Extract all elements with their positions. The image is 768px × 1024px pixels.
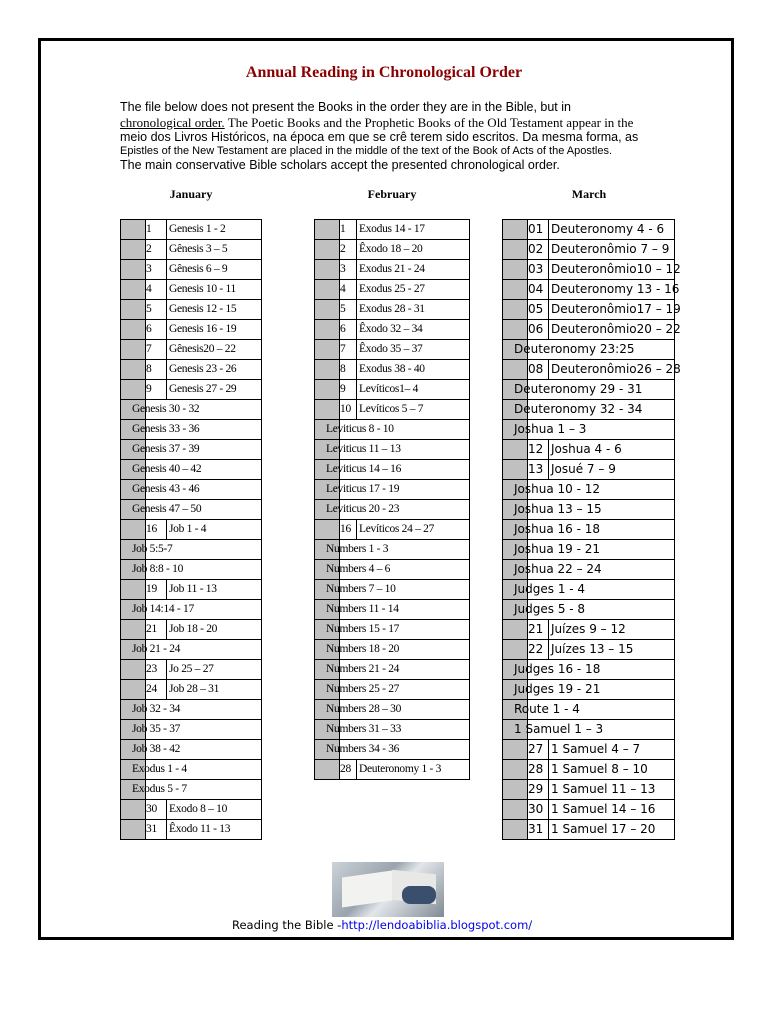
row-shade-cell bbox=[121, 380, 146, 399]
reading-passage: Job 11 - 13 bbox=[169, 583, 217, 595]
reading-passage: Job 5:5-7 bbox=[132, 543, 173, 555]
table-row bbox=[503, 520, 675, 540]
table-row bbox=[503, 460, 675, 480]
table-row bbox=[121, 420, 262, 440]
table-row bbox=[121, 580, 262, 600]
row-shade-cell bbox=[503, 800, 528, 819]
reading-passage: 1 Samuel 4 – 7 bbox=[551, 742, 641, 756]
day-number: 4 bbox=[340, 280, 357, 299]
table-row bbox=[315, 380, 470, 400]
reading-passage: Genesis 37 - 39 bbox=[132, 443, 200, 455]
day-number: 10 bbox=[340, 400, 357, 419]
reading-passage: Genesis 23 - 26 bbox=[169, 363, 237, 375]
reading-passage: Joshua 1 – 3 bbox=[514, 422, 587, 436]
table-row bbox=[503, 360, 681, 380]
reading-passage: Joshua 4 - 6 bbox=[551, 442, 622, 456]
table-row bbox=[503, 800, 675, 820]
reading-passage: Job 14:14 - 17 bbox=[132, 603, 194, 615]
intro-paragraph bbox=[120, 100, 660, 173]
reading-passage: Genesis 27 - 29 bbox=[169, 383, 237, 395]
reading-passage: Gênesis 6 – 9 bbox=[169, 263, 228, 275]
reading-passage: Numbers 34 - 36 bbox=[326, 743, 400, 755]
table-row bbox=[315, 560, 470, 580]
row-shade-cell bbox=[121, 280, 146, 299]
reading-passage: Joshua 16 - 18 bbox=[514, 522, 601, 536]
day-number: 8 bbox=[146, 360, 167, 379]
table-row bbox=[315, 360, 470, 380]
reading-passage: Deuteronômio26 – 28 bbox=[551, 362, 681, 376]
day-number: 05 bbox=[528, 300, 549, 319]
reading-passage: Exodus 1 - 4 bbox=[132, 763, 187, 775]
day-number: 01 bbox=[528, 220, 549, 239]
day-number: 24 bbox=[146, 680, 167, 699]
reading-passage: Deuteronomy 32 - 34 bbox=[514, 402, 643, 416]
table-row bbox=[315, 440, 470, 460]
reading-passage: Exodus 28 - 31 bbox=[359, 303, 425, 315]
table-row bbox=[315, 680, 470, 700]
table-row bbox=[315, 620, 470, 640]
reading-passage: Leviticus 11 – 13 bbox=[326, 443, 401, 455]
reading-passage: Juízes 9 – 12 bbox=[551, 622, 626, 636]
reading-passage: Numbers 11 - 14 bbox=[326, 603, 399, 615]
reading-passage: Job 35 - 37 bbox=[132, 723, 181, 735]
day-number: 5 bbox=[340, 300, 357, 319]
table-row bbox=[315, 400, 470, 420]
reading-passage: Job 38 - 42 bbox=[132, 743, 181, 755]
reading-passage: Job 8:8 - 10 bbox=[132, 563, 184, 575]
table-row bbox=[121, 640, 262, 660]
reading-passage: Judges 1 - 4 bbox=[514, 582, 586, 596]
table-row bbox=[503, 300, 681, 320]
day-number: 29 bbox=[528, 780, 549, 799]
table-row bbox=[503, 660, 675, 680]
day-number: 27 bbox=[528, 740, 549, 759]
table-row bbox=[315, 280, 470, 300]
reading-passage: Genesis 10 - 11 bbox=[169, 283, 236, 295]
table-row bbox=[315, 660, 470, 680]
day-number: 16 bbox=[146, 520, 167, 539]
table-row bbox=[315, 340, 470, 360]
reading-passage: 1 Samuel 8 – 10 bbox=[551, 762, 648, 776]
row-shade-cell bbox=[503, 320, 528, 339]
table-row bbox=[121, 620, 262, 640]
day-number: 2 bbox=[146, 240, 167, 259]
row-shade-cell bbox=[121, 520, 146, 539]
row-shade-cell bbox=[503, 460, 528, 479]
row-shade-cell bbox=[121, 820, 146, 839]
table-row bbox=[503, 240, 675, 260]
reading-passage: Genesis 1 - 2 bbox=[169, 223, 226, 235]
row-shade-cell bbox=[121, 660, 146, 679]
reading-passage: Route 1 - 4 bbox=[514, 702, 580, 716]
table-row bbox=[121, 520, 262, 540]
row-shade-cell bbox=[315, 280, 340, 299]
reading-passage: Exodus 5 - 7 bbox=[132, 783, 187, 795]
month-heading-february: February bbox=[367, 187, 417, 201]
reading-passage: Deuteronômio 7 – 9 bbox=[551, 242, 670, 256]
day-number: 9 bbox=[340, 380, 357, 399]
reading-passage: Job 21 - 24 bbox=[132, 643, 181, 655]
table-row bbox=[121, 400, 262, 420]
table-row bbox=[121, 300, 262, 320]
row-shade-cell bbox=[121, 220, 146, 239]
row-shade-cell bbox=[315, 360, 340, 379]
reading-passage: Deuteronômio17 – 19 bbox=[551, 302, 681, 316]
table-row bbox=[315, 540, 470, 560]
table-row bbox=[121, 680, 262, 700]
reading-passage: Deuteronômio20 – 22 bbox=[551, 322, 681, 336]
table-row bbox=[503, 540, 675, 560]
table-row bbox=[315, 460, 470, 480]
row-shade-cell bbox=[503, 300, 528, 319]
reading-passage: Deuteronômio10 – 12 bbox=[551, 262, 681, 276]
row-shade-cell bbox=[121, 680, 146, 699]
table-row bbox=[503, 420, 675, 440]
table-row bbox=[315, 320, 470, 340]
reading-passage: Levíticos 24 – 27 bbox=[359, 523, 435, 535]
day-number: 6 bbox=[340, 320, 357, 339]
day-number: 21 bbox=[146, 620, 167, 639]
table-row bbox=[503, 680, 675, 700]
reading-passage: Joshua 19 - 21 bbox=[514, 542, 601, 556]
table-row bbox=[503, 620, 675, 640]
intro-underlined-phrase: chronological order. bbox=[120, 114, 225, 130]
reading-passage: Exodus 25 - 27 bbox=[359, 283, 425, 295]
row-shade-cell bbox=[315, 320, 340, 339]
reading-passage: Numbers 15 - 17 bbox=[326, 623, 400, 635]
row-shade-cell bbox=[503, 820, 528, 839]
table-row bbox=[503, 760, 675, 780]
reading-passage: Leviticus 17 - 19 bbox=[326, 483, 400, 495]
day-number: 03 bbox=[528, 260, 549, 279]
day-number: 28 bbox=[340, 760, 357, 779]
table-row bbox=[121, 760, 262, 780]
table-row bbox=[121, 780, 262, 800]
row-shade-cell bbox=[315, 260, 340, 279]
day-number: 22 bbox=[528, 640, 549, 659]
row-shade-cell bbox=[121, 300, 146, 319]
row-shade-cell bbox=[503, 640, 528, 659]
row-shade-cell bbox=[503, 740, 528, 759]
table-row bbox=[503, 780, 675, 800]
row-shade-cell bbox=[503, 440, 528, 459]
reading-passage: Joshua 22 – 24 bbox=[514, 562, 602, 576]
table-row bbox=[503, 260, 681, 280]
row-shade-cell bbox=[315, 400, 340, 419]
row-shade-cell bbox=[315, 380, 340, 399]
reading-passage: Leviticus 20 - 23 bbox=[326, 503, 400, 515]
reading-passage: Jo 25 – 27 bbox=[169, 663, 214, 675]
table-row bbox=[315, 420, 470, 440]
table-row bbox=[315, 260, 470, 280]
table-row bbox=[315, 240, 470, 260]
row-shade-cell bbox=[503, 240, 528, 259]
reading-passage: Gênesis 3 – 5 bbox=[169, 243, 228, 255]
table-row bbox=[121, 500, 262, 520]
table-row bbox=[315, 220, 470, 240]
reading-passage: Êxodo 35 – 37 bbox=[359, 343, 423, 355]
day-number: 9 bbox=[146, 380, 167, 399]
day-number: 30 bbox=[528, 800, 549, 819]
reading-passage: Joshua 13 – 15 bbox=[514, 502, 602, 516]
page-title: Annual Reading in Chronological Order bbox=[245, 64, 523, 81]
table-row bbox=[121, 260, 262, 280]
table-row bbox=[121, 440, 262, 460]
intro-line-3: meio dos Livros Históricos, na época em que se crê terem sido escritos. Da mesma forma, as bbox=[120, 130, 639, 145]
reading-passage: Numbers 18 - 20 bbox=[326, 643, 400, 655]
table-row bbox=[121, 340, 262, 360]
table-row bbox=[503, 720, 675, 740]
day-number: 08 bbox=[528, 360, 549, 379]
reading-passage: Joshua 10 - 12 bbox=[514, 482, 601, 496]
reading-passage: Levíticos1– 4 bbox=[359, 383, 419, 395]
table-row bbox=[121, 220, 262, 240]
row-shade-cell bbox=[315, 760, 340, 779]
table-row bbox=[315, 760, 470, 780]
table-row bbox=[121, 360, 262, 380]
reading-passage: Numbers 28 – 30 bbox=[326, 703, 402, 715]
table-row bbox=[121, 600, 262, 620]
day-number: 7 bbox=[146, 340, 167, 359]
day-number: 12 bbox=[528, 440, 549, 459]
reading-passage: Job 32 - 34 bbox=[132, 703, 181, 715]
reading-passage: Genesis 30 - 32 bbox=[132, 403, 200, 415]
table-row bbox=[121, 740, 262, 760]
row-shade-cell bbox=[503, 620, 528, 639]
reading-passage: Numbers 31 – 33 bbox=[326, 723, 402, 735]
day-number: 8 bbox=[340, 360, 357, 379]
table-row bbox=[121, 280, 262, 300]
day-number: 04 bbox=[528, 280, 549, 299]
bible-reading-photo bbox=[332, 862, 444, 917]
table-row bbox=[503, 500, 675, 520]
reading-passage: Numbers 7 – 10 bbox=[326, 583, 396, 595]
row-shade-cell bbox=[121, 240, 146, 259]
row-shade-cell bbox=[121, 580, 146, 599]
reading-passage: Juízes 13 – 15 bbox=[551, 642, 634, 656]
reading-passage: Job 28 – 31 bbox=[169, 683, 220, 695]
table-row bbox=[315, 740, 470, 760]
row-shade-cell bbox=[121, 800, 146, 819]
reading-passage: Deuteronomy 4 - 6 bbox=[551, 222, 665, 236]
reading-passage: Exodus 14 - 17 bbox=[359, 223, 425, 235]
row-shade-cell bbox=[503, 780, 528, 799]
intro-line-2-rest: The Poetic Books and the Prophetic Books of the Old Testament appear in the bbox=[224, 114, 634, 130]
row-shade-cell bbox=[503, 760, 528, 779]
day-number: 31 bbox=[528, 820, 549, 839]
reading-passage: Judges 5 - 8 bbox=[514, 602, 586, 616]
day-number: 06 bbox=[528, 320, 549, 339]
reading-passage: Leviticus 8 - 10 bbox=[326, 423, 394, 435]
table-row bbox=[503, 820, 675, 840]
row-shade-cell bbox=[121, 620, 146, 639]
table-row bbox=[315, 700, 470, 720]
table-row bbox=[503, 600, 675, 620]
table-row bbox=[315, 720, 470, 740]
reading-passage: 1 Samuel 17 – 20 bbox=[551, 822, 656, 836]
reading-passage: Judges 19 - 21 bbox=[514, 682, 601, 696]
row-shade-cell bbox=[503, 220, 528, 239]
march-reading-table bbox=[502, 219, 681, 840]
table-row bbox=[121, 720, 262, 740]
february-reading-table bbox=[314, 219, 470, 780]
reading-passage: Genesis 43 - 46 bbox=[132, 483, 200, 495]
day-number: 31 bbox=[146, 820, 167, 839]
day-number: 6 bbox=[146, 320, 167, 339]
day-number: 28 bbox=[528, 760, 549, 779]
table-row bbox=[121, 480, 262, 500]
table-row bbox=[315, 640, 470, 660]
reading-passage: Job 18 - 20 bbox=[169, 623, 218, 635]
reading-passage: Deuteronomy 23:25 bbox=[514, 342, 635, 356]
table-row bbox=[503, 740, 675, 760]
table-row bbox=[121, 460, 262, 480]
table-row bbox=[121, 380, 262, 400]
day-number: 3 bbox=[340, 260, 357, 279]
reading-passage: Leviticus 14 – 16 bbox=[326, 463, 402, 475]
table-row bbox=[121, 560, 262, 580]
day-number: 1 bbox=[340, 220, 357, 239]
reading-passage: Genesis 33 - 36 bbox=[132, 423, 200, 435]
row-shade-cell bbox=[503, 280, 528, 299]
day-number: 3 bbox=[146, 260, 167, 279]
table-row bbox=[503, 440, 675, 460]
table-row bbox=[315, 600, 470, 620]
footer-label: Reading the Bible - bbox=[232, 918, 342, 932]
reading-passage: Judges 16 - 18 bbox=[514, 662, 601, 676]
table-row bbox=[503, 700, 675, 720]
day-number: 02 bbox=[528, 240, 549, 259]
table-row bbox=[503, 320, 681, 340]
reading-passage: Êxodo 32 – 34 bbox=[359, 323, 423, 335]
row-shade-cell bbox=[121, 360, 146, 379]
row-shade-cell bbox=[315, 340, 340, 359]
row-shade-cell bbox=[121, 340, 146, 359]
table-row bbox=[315, 520, 470, 540]
day-number: 30 bbox=[146, 800, 167, 819]
reading-passage: Exodo 8 – 10 bbox=[169, 803, 228, 815]
row-shade-cell bbox=[503, 260, 528, 279]
intro-line-2 bbox=[120, 115, 660, 130]
table-row bbox=[503, 220, 675, 240]
reading-passage: 1 Samuel 14 – 16 bbox=[551, 802, 656, 816]
reading-passage: Exodus 38 - 40 bbox=[359, 363, 425, 375]
table-row bbox=[315, 580, 470, 600]
table-row bbox=[503, 400, 675, 420]
day-number: 5 bbox=[146, 300, 167, 319]
intro-line-4: Epistles of the New Testament are placed in the middle of the text of the Book of Acts of the Apostles. bbox=[120, 144, 613, 157]
day-number: 13 bbox=[528, 460, 549, 479]
row-shade-cell bbox=[121, 260, 146, 279]
row-shade-cell bbox=[315, 520, 340, 539]
reading-passage: Genesis 47 – 50 bbox=[132, 503, 202, 515]
january-reading-table bbox=[120, 219, 262, 840]
reading-passage: 1 Samuel 1 – 3 bbox=[514, 722, 604, 736]
table-row bbox=[121, 320, 262, 340]
table-row bbox=[503, 340, 675, 360]
table-row bbox=[503, 560, 675, 580]
table-row bbox=[503, 640, 675, 660]
month-heading-march: March bbox=[571, 187, 607, 201]
table-row bbox=[503, 480, 675, 500]
table-row bbox=[503, 380, 675, 400]
table-row bbox=[121, 240, 262, 260]
reading-passage: Êxodo 18 – 20 bbox=[359, 243, 423, 255]
row-shade-cell bbox=[503, 360, 528, 379]
day-number: 7 bbox=[340, 340, 357, 359]
reading-passage: Deuteronomy 1 - 3 bbox=[359, 763, 442, 775]
reading-passage: Gênesis20 – 22 bbox=[169, 343, 236, 355]
table-row bbox=[121, 820, 262, 840]
reading-passage: Exodus 21 - 24 bbox=[359, 263, 425, 275]
day-number: 21 bbox=[528, 620, 549, 639]
table-row bbox=[121, 660, 262, 680]
table-row bbox=[121, 800, 262, 820]
table-row bbox=[503, 580, 675, 600]
row-shade-cell bbox=[121, 320, 146, 339]
table-row bbox=[121, 540, 262, 560]
intro-line-1: The file below does not present the Books in the order they are in the Bible, but in bbox=[120, 100, 571, 114]
reading-passage: Numbers 1 - 3 bbox=[326, 543, 389, 555]
day-number: 23 bbox=[146, 660, 167, 679]
reading-passage: Deuteronomy 29 - 31 bbox=[514, 382, 643, 396]
reading-passage: Levíticos 5 – 7 bbox=[359, 403, 424, 415]
reading-passage: Numbers 25 - 27 bbox=[326, 683, 400, 695]
table-row bbox=[315, 480, 470, 500]
reading-passage: 1 Samuel 11 – 13 bbox=[551, 782, 656, 796]
table-row bbox=[315, 300, 470, 320]
day-number: 16 bbox=[340, 520, 357, 539]
row-shade-cell bbox=[315, 220, 340, 239]
intro-line-5: The main conservative Bible scholars accept the presented chronological order. bbox=[120, 157, 560, 172]
reading-passage: Êxodo 11 - 13 bbox=[169, 823, 231, 835]
reading-passage: Genesis 16 - 19 bbox=[169, 323, 237, 335]
reading-passage: Deuteronomy 13 - 16 bbox=[551, 282, 680, 296]
table-row bbox=[315, 500, 470, 520]
row-shade-cell bbox=[315, 300, 340, 319]
day-number: 4 bbox=[146, 280, 167, 299]
reading-passage: Job 1 - 4 bbox=[169, 523, 207, 535]
footer-blog-link[interactable]: http://lendoabiblia.blogspot.com/ bbox=[341, 918, 533, 932]
day-number: 2 bbox=[340, 240, 357, 259]
day-number: 19 bbox=[146, 580, 167, 599]
reading-passage: Genesis 12 - 15 bbox=[169, 303, 237, 315]
reading-passage: Numbers 4 – 6 bbox=[326, 563, 391, 575]
table-row bbox=[503, 280, 680, 300]
footer bbox=[232, 918, 532, 932]
reading-passage: Genesis 40 – 42 bbox=[132, 463, 202, 475]
month-heading-january: January bbox=[169, 187, 213, 201]
reading-passage: Josué 7 – 9 bbox=[551, 462, 616, 476]
table-row bbox=[121, 700, 262, 720]
reading-passage: Numbers 21 - 24 bbox=[326, 663, 400, 675]
row-shade-cell bbox=[315, 240, 340, 259]
day-number: 1 bbox=[146, 220, 167, 239]
